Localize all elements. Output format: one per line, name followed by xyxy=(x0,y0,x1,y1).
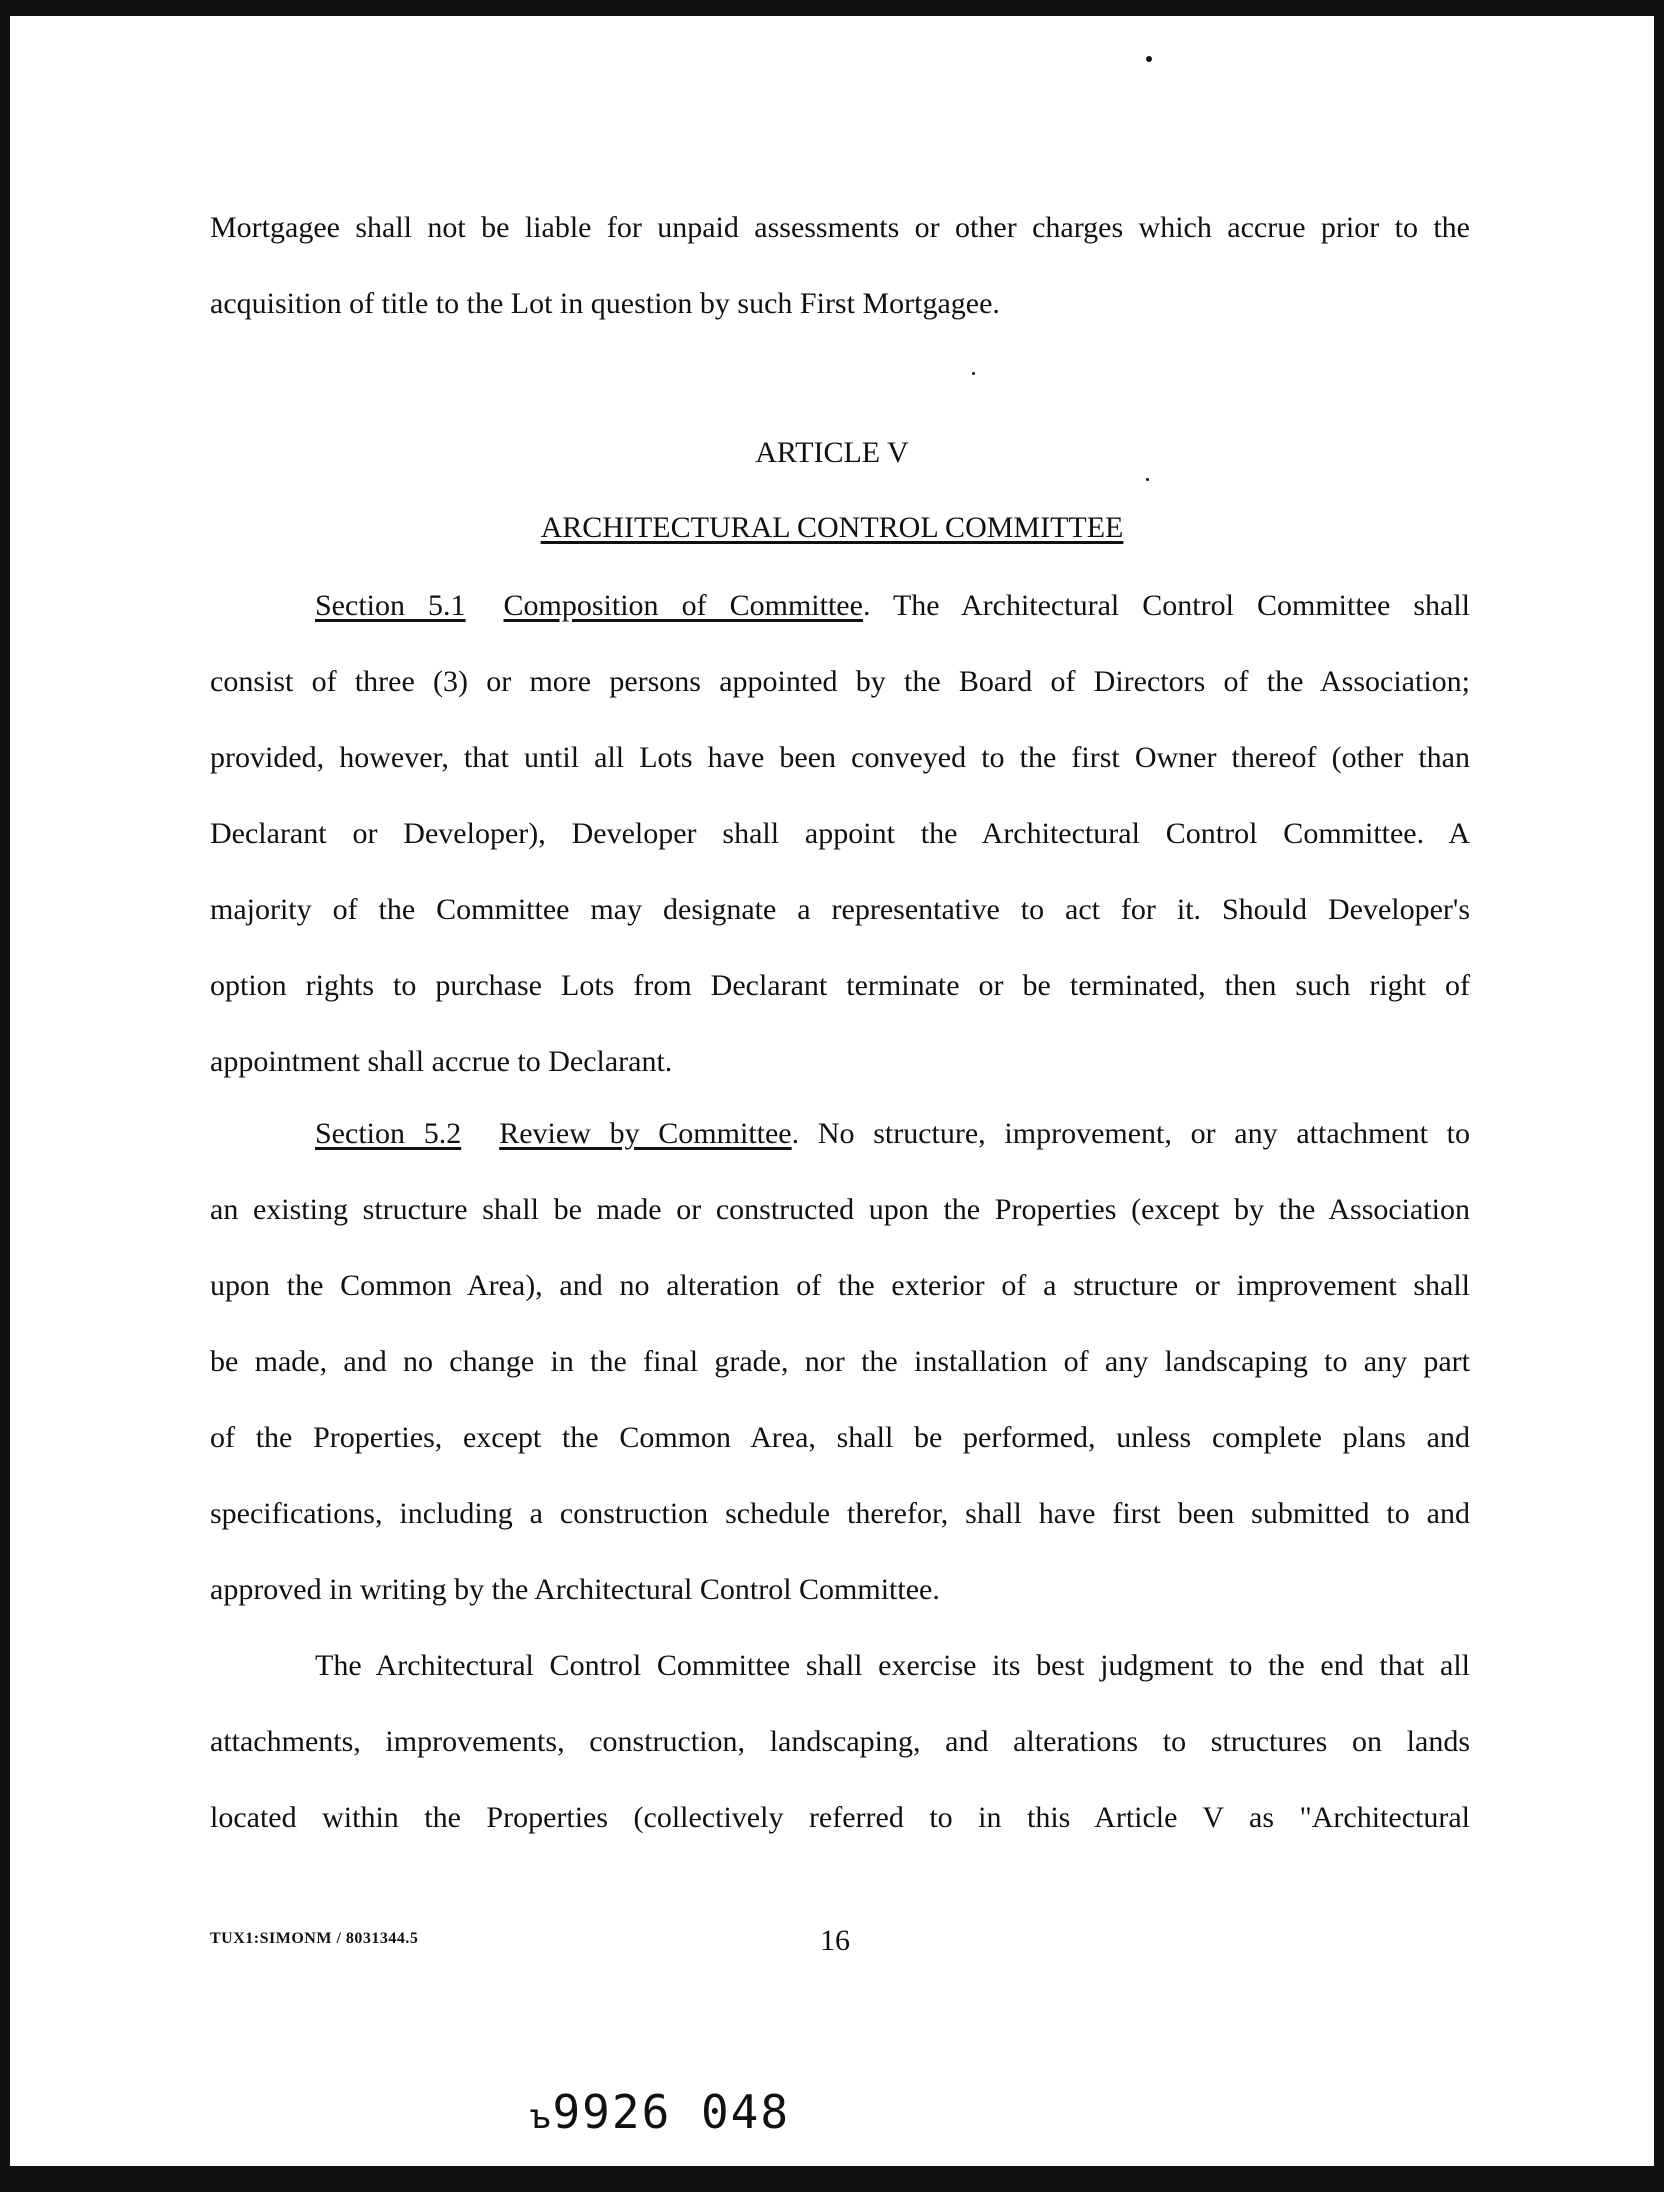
section-5-1-label: Section 5.1 xyxy=(315,589,466,622)
section-5-2-first-line xyxy=(210,1116,1470,1152)
scan-border-bottom xyxy=(0,2166,1664,2192)
section-5-1-line: consist of three (3) or more persons appointed by the Board of Directors of the Association; xyxy=(210,665,1470,698)
scan-speck xyxy=(972,372,975,375)
document-page xyxy=(10,16,1654,2166)
section-5-2-line: specifications, including a construction schedule therefor, shall have first been submitted to and xyxy=(210,1497,1470,1530)
section-5-1-line: option rights to purchase Lots from Declarant terminate or be terminated, then such right of xyxy=(210,969,1470,1002)
scan-border-top xyxy=(0,0,1664,16)
section-5-2-line: approved in writing by the Architectural Control Committee. xyxy=(210,1573,940,1606)
section-5-1-first-line-rest: . The Architectural Control Committee shall xyxy=(862,589,1470,622)
section-5-2-line: of the Properties, except the Common Area, shall be performed, unless complete plans and xyxy=(210,1421,1470,1454)
section-5-2-line: be made, and no change in the final grade, nor the installation of any landscaping to any part xyxy=(210,1345,1470,1378)
article-title-wrap xyxy=(0,510,1664,546)
page-number: 16 xyxy=(820,1924,850,1957)
section-5-2-label: Section 5.2 xyxy=(315,1117,462,1150)
document-id: TUX1:SIMONM / 8031344.5 xyxy=(210,1930,419,1947)
paragraph-3-first-line xyxy=(210,1648,1470,1684)
body-line-2: acquisition of title to the Lot in question by such First Mortgagee. xyxy=(210,287,1000,320)
paragraph-3-line: attachments, improvements, construction, landscaping, and alterations to structures on lands xyxy=(210,1725,1470,1758)
section-5-2-line: upon the Common Area), and no alteration of the exterior of a structure or improvement shall xyxy=(210,1269,1470,1302)
section-5-1-line: appointment shall accrue to Declarant. xyxy=(210,1045,673,1078)
section-5-1-line: provided, however, that until all Lots have been conveyed to the first Owner thereof (other than xyxy=(210,741,1470,774)
section-5-1-line: Declarant or Developer), Developer shall appoint the Architectural Control Committee. A xyxy=(210,817,1470,850)
body-line-1: Mortgagee shall not be liable for unpaid assessments or other charges which accrue prior to the xyxy=(210,211,1470,244)
paragraph-3-first-line-text: The Architectural Control Committee shall exercise its best judgment to the end that all xyxy=(315,1649,1470,1682)
section-5-1-heading: Composition of Committee xyxy=(503,589,863,622)
section-5-1-first-line xyxy=(210,588,1470,624)
section-5-2-first-line-rest: . No structure, improvement, or any attachment to xyxy=(791,1117,1470,1150)
scan-speck xyxy=(1146,56,1152,62)
article-title: ARCHITECTURAL CONTROL COMMITTEE xyxy=(540,511,1124,544)
bates-prefix: ъ xyxy=(530,2097,553,2137)
article-number: ARTICLE V xyxy=(755,436,909,469)
section-5-2-line: an existing structure shall be made or constructed upon the Properties (except by the Association xyxy=(210,1193,1470,1226)
bates-stamp xyxy=(530,2085,790,2139)
bates-number: 9926 048 xyxy=(552,2085,791,2139)
section-5-1-line: majority of the Committee may designate a representative to act for it. Should Developer's xyxy=(210,893,1470,926)
paragraph-3-line: located within the Properties (collectively referred to in this Article V as "Architectural xyxy=(210,1801,1470,1834)
scan-speck xyxy=(1146,478,1149,481)
section-5-2-heading: Review by Committee xyxy=(499,1117,792,1150)
